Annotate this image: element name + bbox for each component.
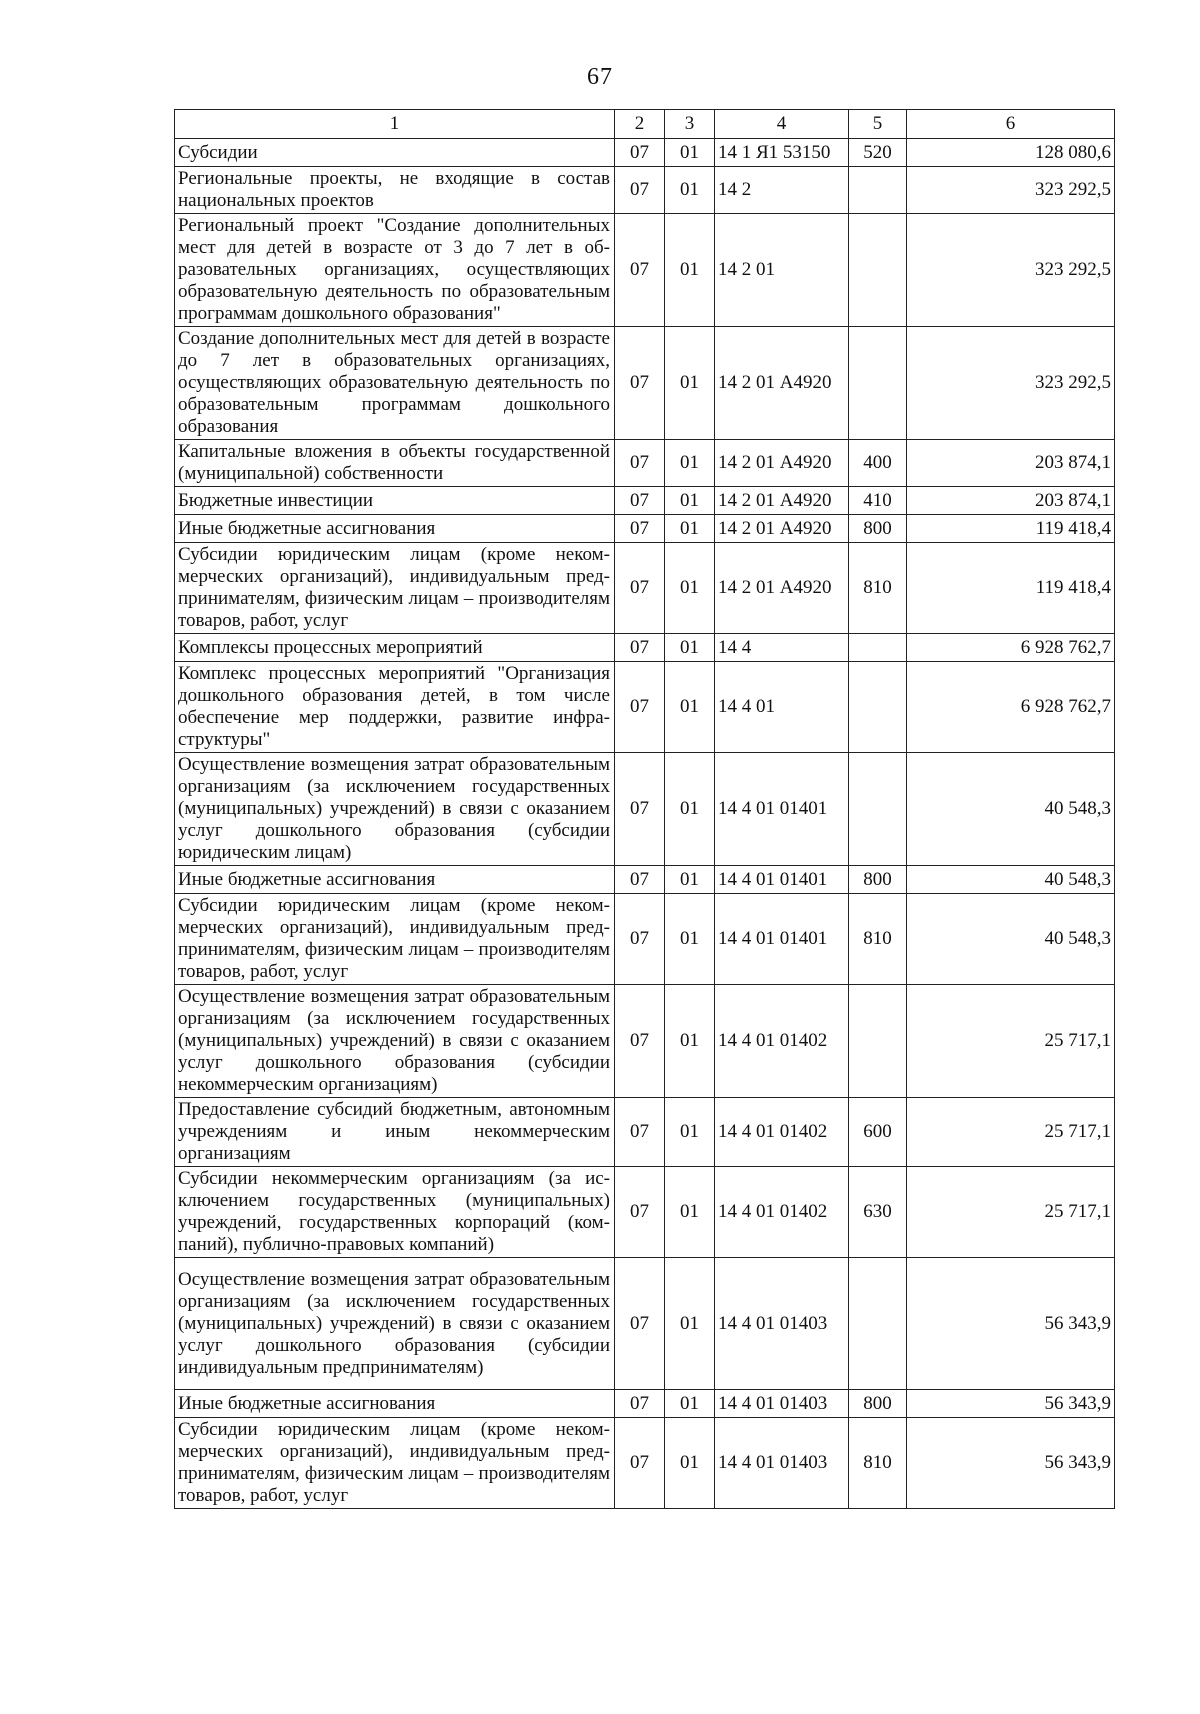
cell-expense-type: 600: [849, 1098, 907, 1167]
cell-code: 14 4 01 01402: [715, 1167, 849, 1258]
cell-amount: 40 548,3: [907, 894, 1115, 985]
cell-expense-type: 400: [849, 440, 907, 487]
cell-subsection: 01: [665, 515, 715, 543]
cell-subsection: 01: [665, 753, 715, 866]
header-cell-code: 4: [715, 110, 849, 139]
cell-subsection: 01: [665, 1418, 715, 1509]
cell-code: 14 2 01: [715, 214, 849, 327]
cell-code: 14 2 01 А4920: [715, 543, 849, 634]
cell-name: Предоставление субсидий бюджетным, автономным учреждениям и иным некоммерческим организациям: [175, 1098, 615, 1167]
cell-expense-type: 810: [849, 1418, 907, 1509]
table-row: [175, 1167, 1115, 1258]
table-row: [175, 1098, 1115, 1167]
cell-subsection: 01: [665, 139, 715, 167]
cell-code: 14 2: [715, 167, 849, 214]
table-row: [175, 515, 1115, 543]
cell-expense-type: [849, 634, 907, 662]
cell-code: 14 4 01: [715, 662, 849, 753]
cell-subsection: 01: [665, 1098, 715, 1167]
cell-section: 07: [615, 1418, 665, 1509]
cell-section: 07: [615, 327, 665, 440]
cell-amount: 323 292,5: [907, 167, 1115, 214]
cell-name: Субсидии юридическим лицам (кроме некоммерческих организаций), индивидуальным предпринимателям, физическим лицам – производителям товаров, работ, услуг: [175, 894, 615, 985]
cell-section: 07: [615, 894, 665, 985]
cell-amount: 119 418,4: [907, 515, 1115, 543]
cell-expense-type: [849, 167, 907, 214]
cell-section: 07: [615, 634, 665, 662]
cell-expense-type: 800: [849, 1390, 907, 1418]
cell-code: 14 4 01 01403: [715, 1390, 849, 1418]
cell-amount: 323 292,5: [907, 327, 1115, 440]
cell-name: Иные бюджетные ассигнования: [175, 1390, 615, 1418]
table-row: [175, 487, 1115, 515]
cell-name: Иные бюджетные ассигнования: [175, 866, 615, 894]
cell-amount: 56 343,9: [907, 1390, 1115, 1418]
table-row: [175, 1258, 1115, 1390]
cell-section: 07: [615, 1258, 665, 1390]
cell-section: 07: [615, 139, 665, 167]
cell-name: Осуществление возмещения затрат образовательным организациям (за исключением государственных (муниципальных) учреждений) в связи с оказанием услуг дошкольного образования (субсидии юридическим лицам): [175, 753, 615, 866]
budget-table: [174, 109, 1115, 1509]
header-cell-subsection: 3: [665, 110, 715, 139]
header-cell-section: 2: [615, 110, 665, 139]
cell-code: 14 4 01 01402: [715, 1098, 849, 1167]
table-body: [175, 139, 1115, 1509]
cell-expense-type: 800: [849, 515, 907, 543]
cell-name: Комплексы процессных мероприятий: [175, 634, 615, 662]
cell-expense-type: 800: [849, 866, 907, 894]
table-row: [175, 440, 1115, 487]
cell-expense-type: [849, 327, 907, 440]
cell-code: 14 4 01 01402: [715, 985, 849, 1098]
cell-section: 07: [615, 662, 665, 753]
cell-name: Субсидии некоммерческим организациям (за исключением государственных (муниципальных) учреждений, государственных корпораций (компаний), публично-правовых компаний): [175, 1167, 615, 1258]
header-cell-expense-type: 5: [849, 110, 907, 139]
cell-subsection: 01: [665, 1258, 715, 1390]
cell-name: Комплекс процессных мероприятий "Организация дошкольного образования детей, в том числе обеспечение мер поддержки, развитие инфраструктуры": [175, 662, 615, 753]
table-row: [175, 662, 1115, 753]
cell-expense-type: [849, 1258, 907, 1390]
table-row: [175, 985, 1115, 1098]
cell-name: Капитальные вложения в объекты государственной (муниципальной) собственности: [175, 440, 615, 487]
cell-section: 07: [615, 543, 665, 634]
cell-code: 14 4: [715, 634, 849, 662]
cell-amount: 6 928 762,7: [907, 662, 1115, 753]
cell-code: 14 4 01 01401: [715, 753, 849, 866]
cell-amount: 203 874,1: [907, 487, 1115, 515]
cell-section: 07: [615, 1167, 665, 1258]
cell-subsection: 01: [665, 1390, 715, 1418]
cell-amount: 6 928 762,7: [907, 634, 1115, 662]
cell-amount: 25 717,1: [907, 1098, 1115, 1167]
cell-subsection: 01: [665, 985, 715, 1098]
table-row: [175, 167, 1115, 214]
cell-name: Создание дополнительных мест для детей в возрасте до 7 лет в образовательных организациях, осуществляющих образовательную деятельность по образовательным программам дошкольного образования: [175, 327, 615, 440]
header-row: [175, 110, 1115, 139]
cell-expense-type: 630: [849, 1167, 907, 1258]
cell-subsection: 01: [665, 662, 715, 753]
table-row: [175, 214, 1115, 327]
cell-amount: 25 717,1: [907, 985, 1115, 1098]
cell-code: 14 2 01 А4920: [715, 440, 849, 487]
cell-code: 14 2 01 А4920: [715, 327, 849, 440]
cell-amount: 128 080,6: [907, 139, 1115, 167]
cell-subsection: 01: [665, 543, 715, 634]
cell-name: Региональный проект "Создание дополнительных мест для детей в возрасте от 3 до 7 лет в образовательных организациях, осуществляющих образовательную деятельность по образовательным программам дошкольного образования": [175, 214, 615, 327]
cell-name: Субсидии юридическим лицам (кроме некоммерческих организаций), индивидуальным предпринимателям, физическим лицам – производителям товаров, работ, услуг: [175, 543, 615, 634]
cell-code: 14 4 01 01401: [715, 894, 849, 985]
table-row: [175, 139, 1115, 167]
cell-name: Субсидии юридическим лицам (кроме некоммерческих организаций), индивидуальным предпринимателям, физическим лицам – производителям товаров, работ, услуг: [175, 1418, 615, 1509]
cell-amount: 119 418,4: [907, 543, 1115, 634]
table-header: [175, 110, 1115, 139]
cell-subsection: 01: [665, 327, 715, 440]
cell-amount: 25 717,1: [907, 1167, 1115, 1258]
cell-code: 14 4 01 01403: [715, 1418, 849, 1509]
header-cell-name: 1: [175, 110, 615, 139]
cell-expense-type: 410: [849, 487, 907, 515]
cell-section: 07: [615, 515, 665, 543]
cell-expense-type: 520: [849, 139, 907, 167]
cell-subsection: 01: [665, 634, 715, 662]
cell-name: Бюджетные инвестиции: [175, 487, 615, 515]
table-row: [175, 327, 1115, 440]
cell-subsection: 01: [665, 214, 715, 327]
cell-amount: 203 874,1: [907, 440, 1115, 487]
cell-amount: 56 343,9: [907, 1418, 1115, 1509]
cell-section: 07: [615, 866, 665, 894]
cell-subsection: 01: [665, 167, 715, 214]
cell-section: 07: [615, 1390, 665, 1418]
table-row: [175, 634, 1115, 662]
cell-subsection: 01: [665, 894, 715, 985]
cell-code: 14 2 01 А4920: [715, 487, 849, 515]
cell-amount: 56 343,9: [907, 1258, 1115, 1390]
cell-section: 07: [615, 985, 665, 1098]
table-row: [175, 753, 1115, 866]
cell-section: 07: [615, 440, 665, 487]
page-number: 67: [587, 64, 613, 90]
cell-amount: 323 292,5: [907, 214, 1115, 327]
cell-amount: 40 548,3: [907, 753, 1115, 866]
cell-expense-type: [849, 753, 907, 866]
cell-subsection: 01: [665, 440, 715, 487]
cell-section: 07: [615, 214, 665, 327]
table-row: [175, 1418, 1115, 1509]
cell-code: 14 2 01 А4920: [715, 515, 849, 543]
cell-code: 14 4 01 01403: [715, 1258, 849, 1390]
table-row: [175, 1390, 1115, 1418]
cell-expense-type: 810: [849, 543, 907, 634]
cell-section: 07: [615, 167, 665, 214]
cell-amount: 40 548,3: [907, 866, 1115, 894]
cell-subsection: 01: [665, 487, 715, 515]
cell-name: Иные бюджетные ассигнования: [175, 515, 615, 543]
table-row: [175, 543, 1115, 634]
cell-subsection: 01: [665, 1167, 715, 1258]
cell-code: 14 4 01 01401: [715, 866, 849, 894]
cell-section: 07: [615, 753, 665, 866]
cell-subsection: 01: [665, 866, 715, 894]
cell-section: 07: [615, 1098, 665, 1167]
cell-expense-type: 810: [849, 894, 907, 985]
cell-expense-type: [849, 662, 907, 753]
header-cell-amount: 6: [907, 110, 1115, 139]
cell-code: 14 1 Я1 53150: [715, 139, 849, 167]
cell-expense-type: [849, 214, 907, 327]
cell-section: 07: [615, 487, 665, 515]
cell-expense-type: [849, 985, 907, 1098]
table-row: [175, 866, 1115, 894]
cell-name: Субсидии: [175, 139, 615, 167]
cell-name: Региональные проекты, не входящие в состав национальных проектов: [175, 167, 615, 214]
table-row: [175, 894, 1115, 985]
cell-name: Осуществление возмещения затрат образовательным организациям (за исключением государственных (муниципальных) учреждений) в связи с оказанием услуг дошкольного образования (субсидии индивидуальным предпринимателям): [175, 1258, 615, 1390]
cell-name: Осуществление возмещения затрат образовательным организациям (за исключением государственных (муниципальных) учреждений) в связи с оказанием услуг дошкольного образования (субсидии некоммерческим организациям): [175, 985, 615, 1098]
